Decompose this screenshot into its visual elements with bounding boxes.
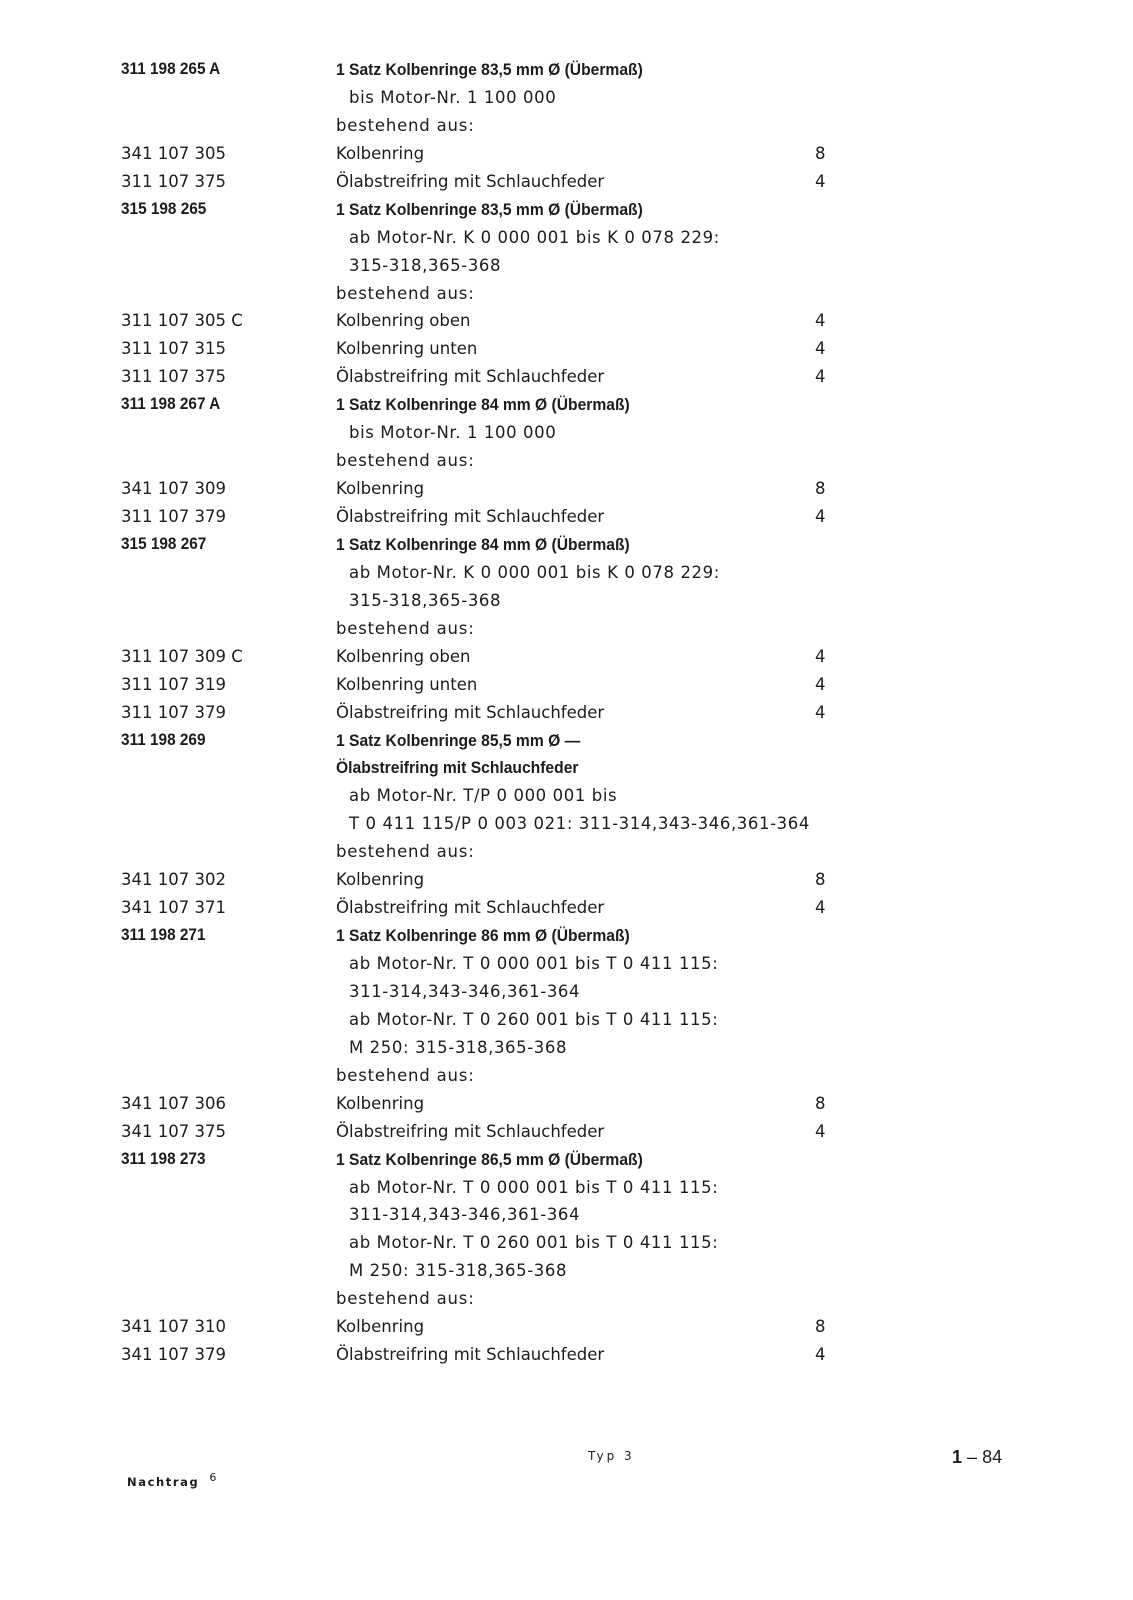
page-number-value: 84	[982, 1447, 1003, 1467]
part-description: Ölabstreifring mit Schlauchfeder	[336, 1345, 605, 1365]
part-number: 341 107 302	[121, 870, 226, 890]
part-row	[0, 701, 1133, 729]
part-description: ab Motor-Nr. T 0 000 001 bis T 0 411 115:	[349, 1177, 719, 1197]
part-description: bestehend aus:	[336, 618, 475, 638]
page-number	[952, 1447, 1002, 1468]
part-set-row	[0, 924, 1133, 952]
part-description: ab Motor-Nr. K 0 000 001 bis K 0 078 229:	[349, 562, 720, 582]
part-quantity: 8	[815, 870, 826, 890]
part-row	[0, 1343, 1133, 1371]
part-description: 1 Satz Kolbenringe 83,5 mm Ø (Übermaß)	[336, 60, 643, 79]
part-description: 1 Satz Kolbenringe 84 mm Ø (Übermaß)	[336, 534, 630, 554]
part-description: Kolbenring	[336, 870, 425, 890]
part-description: 1 Satz Kolbenringe 85,5 mm Ø —	[336, 730, 581, 750]
note-row	[0, 784, 1133, 812]
part-row	[0, 337, 1133, 365]
part-set-row	[0, 533, 1133, 561]
note-row	[0, 1064, 1133, 1092]
part-description: 1 Satz Kolbenringe 83,5 mm Ø (Übermaß)	[336, 199, 643, 219]
part-quantity: 4	[815, 367, 826, 387]
part-number: 311 107 379	[121, 702, 226, 722]
page-separator: –	[967, 1447, 978, 1467]
part-description: bestehend aus:	[336, 115, 475, 135]
supplement-number: 6	[209, 1471, 217, 1484]
part-row	[0, 1092, 1133, 1120]
parts-list	[0, 58, 1133, 1371]
note-row	[0, 254, 1133, 282]
part-description: Kolbenring unten	[336, 674, 478, 694]
part-number: 311 198 267 A	[121, 395, 221, 414]
note-row	[0, 952, 1133, 980]
part-row	[0, 673, 1133, 701]
note-row	[0, 617, 1133, 645]
part-quantity: 8	[815, 1093, 826, 1113]
part-number: 315 198 267	[121, 534, 207, 553]
part-quantity: 4	[815, 507, 826, 526]
part-description: Kolbenring oben	[336, 646, 471, 666]
note-row	[0, 589, 1133, 617]
part-row	[0, 645, 1133, 673]
part-description: 311-314,343-346,361-364	[349, 1205, 581, 1225]
part-quantity: 8	[815, 479, 826, 499]
part-row	[0, 896, 1133, 924]
part-description: Ölabstreifring mit Schlauchfeder	[336, 898, 605, 918]
part-description: 1 Satz Kolbenringe 84 mm Ø (Übermaß)	[336, 395, 630, 415]
part-quantity: 4	[815, 674, 826, 694]
part-number: 341 107 305	[121, 143, 226, 163]
part-description: bestehend aus:	[336, 1289, 475, 1309]
part-description: Ölabstreifring mit Schlauchfeder	[336, 702, 605, 722]
part-row	[0, 1120, 1133, 1148]
part-quantity: 4	[815, 339, 826, 359]
part-quantity: 4	[815, 1345, 826, 1365]
note-row	[0, 226, 1133, 254]
chapter-number: 1	[952, 1447, 963, 1467]
part-number: 311 198 269	[121, 730, 206, 749]
note-row	[0, 812, 1133, 840]
part-row	[0, 477, 1133, 505]
part-number: 315 198 265	[121, 199, 207, 218]
part-row	[0, 1315, 1133, 1343]
part-description: M 250: 315-318,365-368	[349, 1261, 568, 1281]
part-description: ab Motor-Nr. T 0 260 001 bis T 0 411 115:	[349, 1009, 719, 1029]
part-number: 341 107 309	[121, 479, 226, 499]
part-number: 311 198 271	[121, 926, 206, 945]
note-row	[0, 114, 1133, 142]
part-description: Kolbenring oben	[336, 311, 471, 331]
part-set-row	[0, 1148, 1133, 1176]
part-number: 341 107 375	[121, 1121, 226, 1141]
part-quantity: 4	[815, 1121, 826, 1141]
note-row	[0, 449, 1133, 477]
part-description: Ölabstreifring mit Schlauchfeder	[336, 367, 605, 387]
part-description: Ölabstreifring mit Schlauchfeder	[336, 507, 605, 526]
part-row	[0, 309, 1133, 337]
note-row	[0, 840, 1133, 868]
part-quantity: 8	[815, 143, 826, 163]
part-description: 1 Satz Kolbenringe 86,5 mm Ø (Übermaß)	[336, 1149, 643, 1169]
supplement-note	[127, 1471, 217, 1489]
part-description: Ölabstreifring mit Schlauchfeder	[336, 758, 579, 778]
part-description: bis Motor-Nr. 1 100 000	[349, 423, 557, 443]
part-description: M 250: 315-318,365-368	[349, 1037, 568, 1057]
part-number: 341 107 306	[121, 1093, 226, 1113]
part-description: ab Motor-Nr. T 0 260 001 bis T 0 411 115:	[349, 1233, 719, 1253]
part-description: Kolbenring unten	[336, 339, 478, 359]
part-number: 311 107 375	[121, 367, 226, 387]
note-row	[0, 1036, 1133, 1064]
part-row	[0, 142, 1133, 170]
part-quantity: 4	[815, 171, 826, 191]
part-description: bis Motor-Nr. 1 100 000	[349, 87, 557, 107]
part-set-row	[0, 198, 1133, 226]
part-description: ab Motor-Nr. T 0 000 001 bis T 0 411 115:	[349, 954, 719, 973]
part-description: bestehend aus:	[336, 1065, 475, 1085]
part-description: bestehend aus:	[336, 451, 475, 471]
note-row	[0, 1203, 1133, 1231]
type-label: Typ 3	[588, 1449, 635, 1463]
note-row	[0, 1231, 1133, 1259]
part-description: Kolbenring	[336, 479, 425, 499]
part-description: 315-318,365-368	[349, 590, 502, 610]
note-row	[0, 421, 1133, 449]
part-number: 311 107 315	[121, 339, 226, 359]
part-description: T 0 411 115/P 0 003 021: 311-314,343-346,361-364	[349, 814, 810, 834]
part-number: 311 107 305 C	[121, 311, 243, 331]
note-row	[0, 1287, 1133, 1315]
part-set-row	[0, 393, 1133, 421]
part-description: 311-314,343-346,361-364	[349, 981, 581, 1001]
part-number: 311 107 319	[121, 674, 226, 694]
part-number: 341 107 310	[121, 1317, 226, 1337]
part-description: Kolbenring	[336, 1093, 425, 1113]
part-quantity: 8	[815, 1317, 826, 1337]
part-number: 311 107 375	[121, 171, 226, 191]
part-row	[0, 868, 1133, 896]
note-row	[0, 1259, 1133, 1287]
part-number: 311 107 379	[121, 507, 226, 526]
part-description: ab Motor-Nr. K 0 000 001 bis K 0 078 229:	[349, 227, 720, 247]
part-description: Ölabstreifring mit Schlauchfeder	[336, 1121, 605, 1141]
part-number: 311 107 309 C	[121, 646, 243, 666]
part-set-row	[0, 729, 1133, 757]
part-description: Kolbenring	[336, 143, 425, 163]
part-number: 341 107 379	[121, 1345, 226, 1365]
part-description: Kolbenring	[336, 1317, 425, 1337]
part-description: bestehend aus:	[336, 842, 475, 862]
part-number: 341 107 371	[121, 898, 226, 918]
part-description: 315-318,365-368	[349, 255, 502, 275]
part-row	[0, 170, 1133, 198]
note-row	[0, 86, 1133, 114]
supplement-label: Nachtrag	[127, 1475, 200, 1489]
part-description: Ölabstreifring mit Schlauchfeder	[336, 171, 605, 191]
part-set-row	[0, 58, 1133, 86]
part-number: 311 198 273	[121, 1149, 206, 1168]
part-row	[0, 365, 1133, 393]
part-quantity: 4	[815, 646, 826, 666]
part-quantity: 4	[815, 702, 826, 722]
part-row	[0, 505, 1133, 533]
note-row	[0, 980, 1133, 1008]
part-quantity: 4	[815, 311, 826, 331]
note-row	[0, 282, 1133, 310]
note-row	[0, 561, 1133, 589]
part-number: 311 198 265 A	[121, 60, 221, 78]
note-row	[0, 1008, 1133, 1036]
part-description: bestehend aus:	[336, 283, 475, 303]
part-description: ab Motor-Nr. T/P 0 000 001 bis	[349, 786, 618, 806]
part-quantity: 4	[815, 898, 826, 918]
note-row	[0, 1176, 1133, 1204]
part-set-row	[0, 756, 1133, 784]
part-description: 1 Satz Kolbenringe 86 mm Ø (Übermaß)	[336, 926, 630, 946]
